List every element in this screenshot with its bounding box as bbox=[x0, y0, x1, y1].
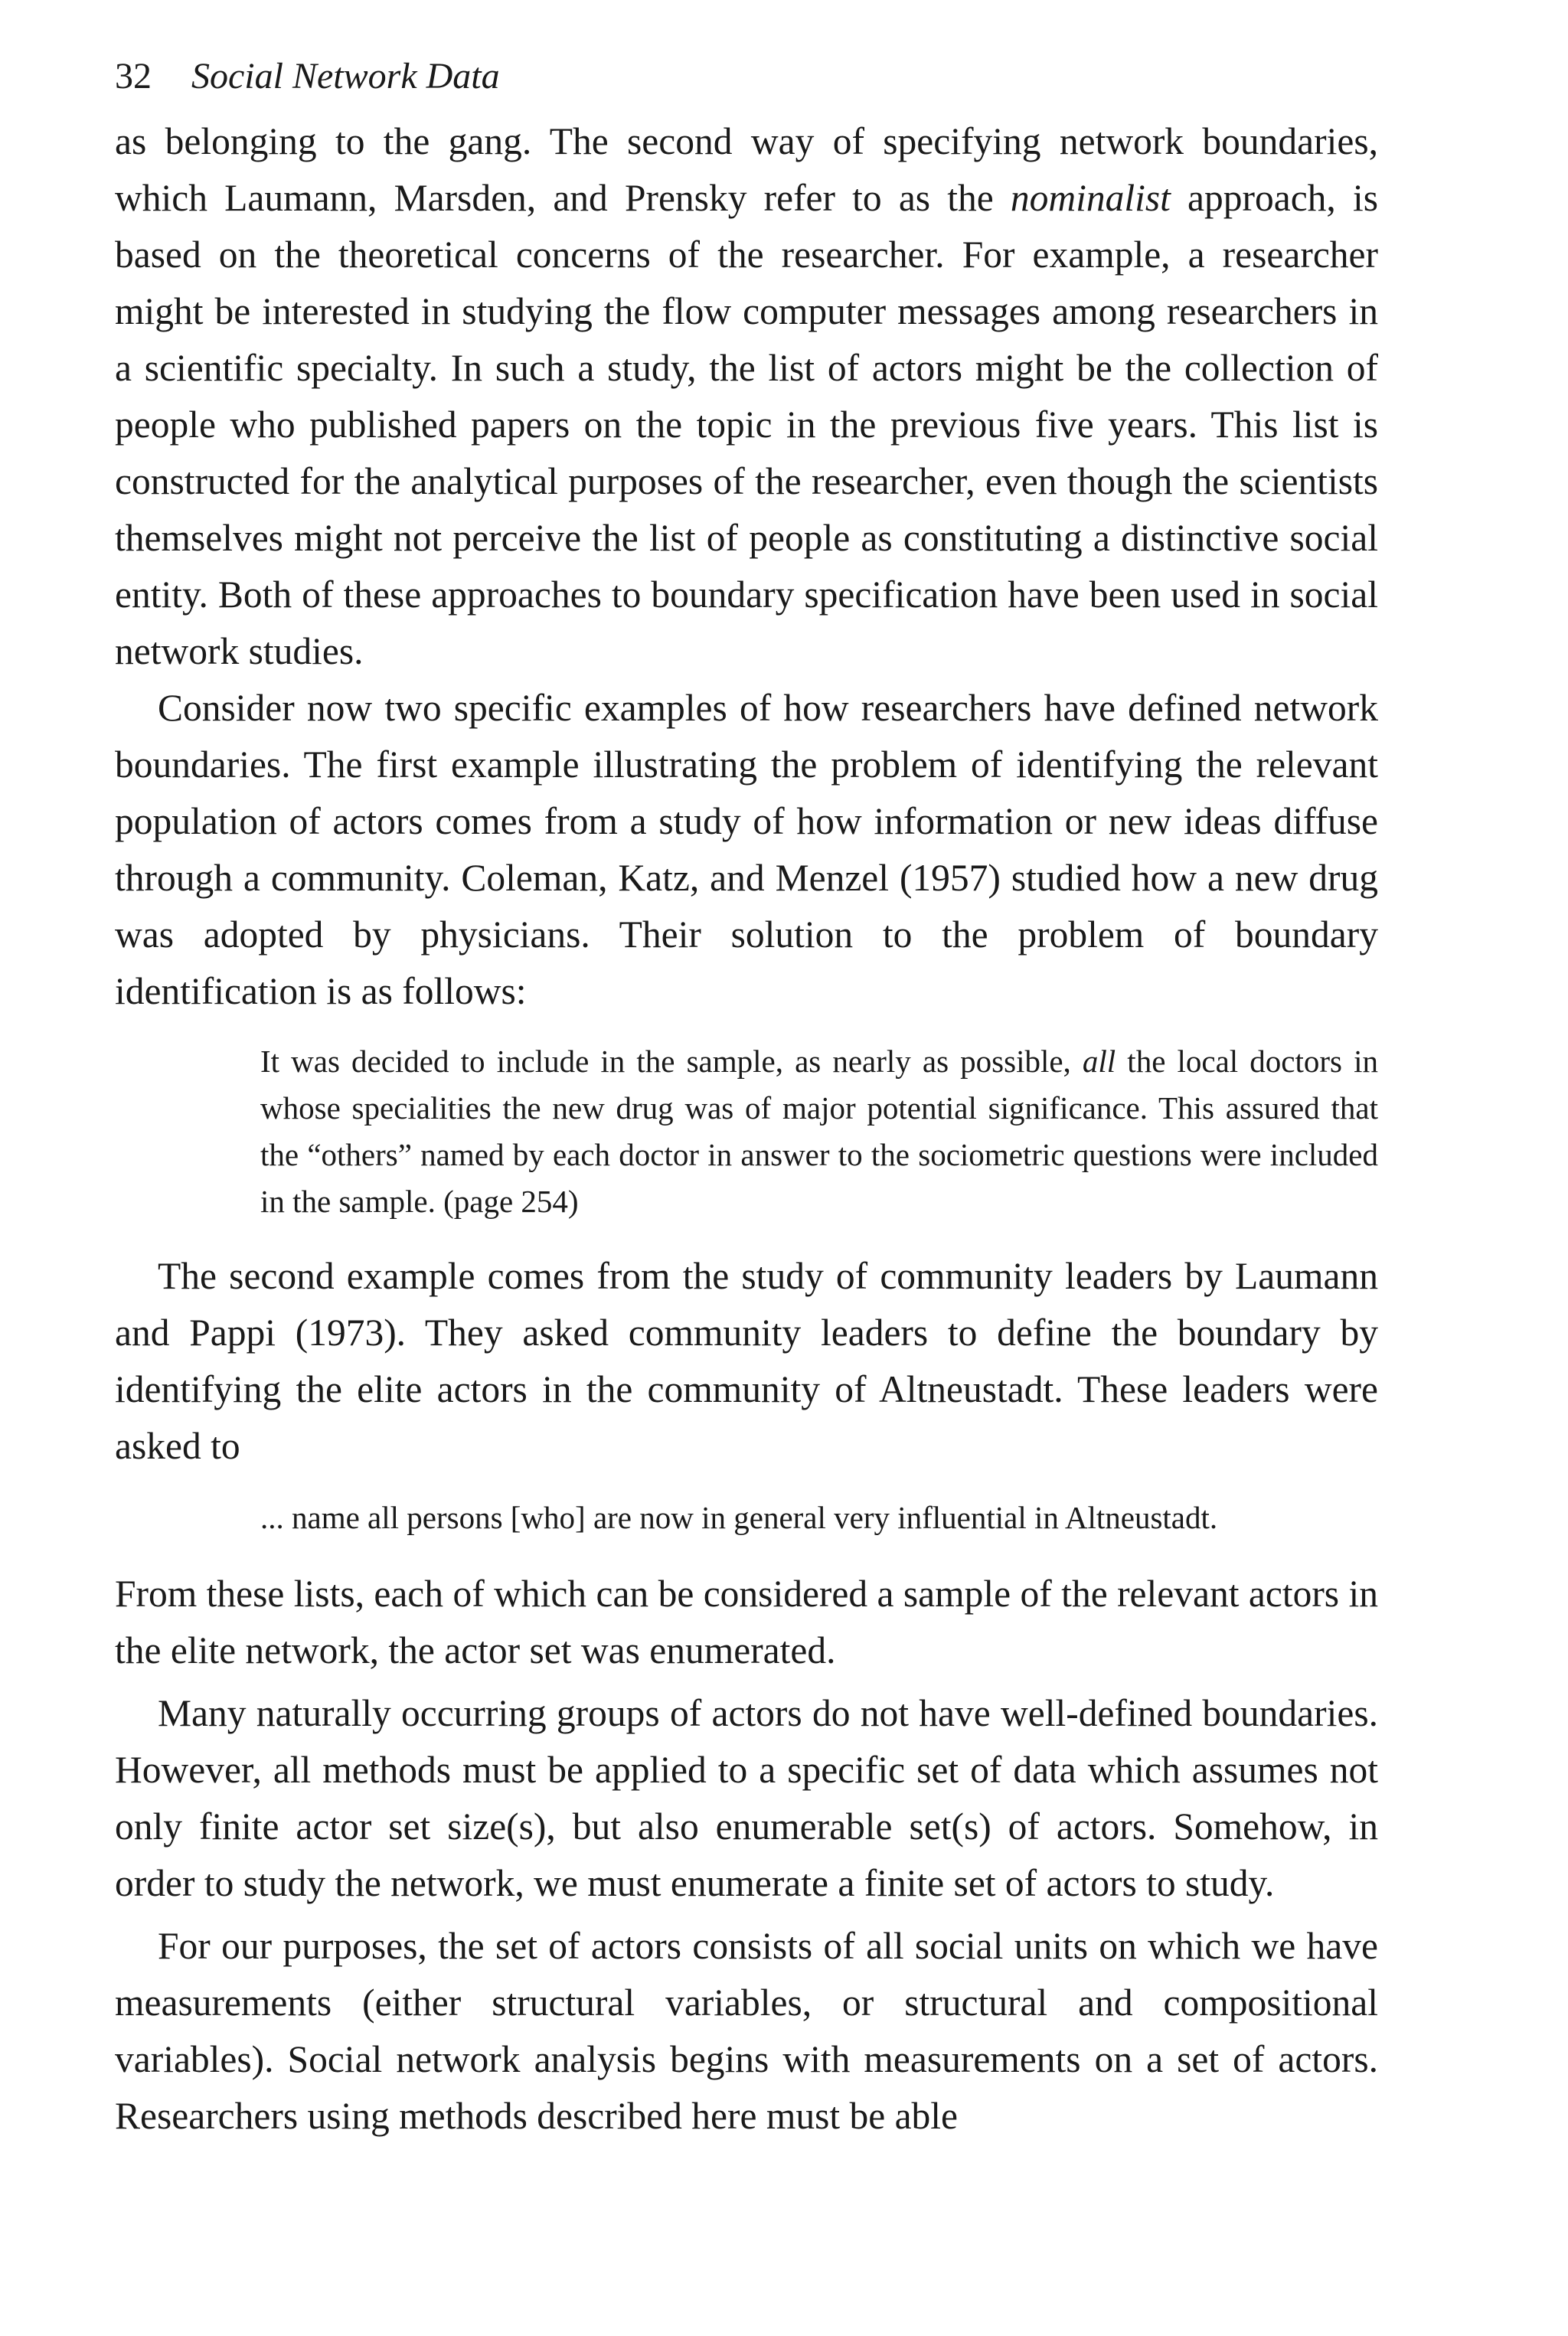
emphasis-nominalist: nominalist bbox=[1010, 177, 1171, 219]
page-number: 32 bbox=[115, 56, 152, 96]
paragraph-set-of-actors: For our purposes, the set of actors consists of all social units on which we have measurements (either structural variables, or structural and compositional variables). Social network analysis begins with measurements on a set of actors. Researchers using methods described here must be able bbox=[115, 1925, 1378, 2137]
quote-text: It was decided to include in the sample, as nearly as possible, bbox=[260, 1044, 1083, 1079]
block-quote-coleman bbox=[260, 1038, 1378, 1225]
paragraph-nominalist-approach bbox=[115, 113, 1378, 680]
book-page bbox=[115, 54, 1378, 2145]
paragraph-naturally-occurring-groups: Many naturally occurring groups of actors do not have well-defined boundaries. However, all methods must be applied to a specific set of data which assumes not only finite actor set size(s), but also enumerable set(s) of actors. Somehow, in order to study the network, we must enumerate a finite set of actors to study. bbox=[115, 1692, 1378, 1904]
paragraph-actor-set-enumerated: From these lists, each of which can be considered a sample of the relevant actors in the elite network, the actor set was enumerated. bbox=[115, 1573, 1378, 1671]
quote-text: the local doctors in whose specialities the new drug was of major potential significance. This assured that the “others” named by each doctor in answer to the sociometric questions were included in the sample. (page 254) bbox=[260, 1044, 1378, 1219]
block-quote-altneustadt: ... name all persons [who] are now in general very influential in Altneustadt. bbox=[260, 1500, 1218, 1535]
paragraph-two-examples: Consider now two specific examples of how researchers have defined network boundaries. The first example illustrating the problem of identifying the relevant population of actors comes from a study of how information or new ideas diffuse through a community. Coleman, Katz, and Menzel (1957) studied how a new drug was adopted by physicians. Their solution to the problem of boundary identification is as follows: bbox=[115, 687, 1378, 1012]
running-head bbox=[115, 54, 1378, 100]
paragraph-text: as belonging to the gang. The second way of specifying network boundaries, which Laumann, Marsden, and Prensky refer to as the bbox=[115, 120, 1378, 219]
emphasis-all: all bbox=[1082, 1044, 1116, 1079]
paragraph-second-example: The second example comes from the study of community leaders by Laumann and Pappi (1973). They asked community leaders to define the boundary by identifying the elite actors in the community of Altneustadt. These leaders were asked to bbox=[115, 1255, 1378, 1467]
paragraph-text: approach, is based on the theoretical concerns of the researcher. For example, a researcher might be interested in studying the flow computer messages among researchers in a scientific specialty. In such a study, the list of actors might be the collection of people who published papers on the topic in the previous five years. This list is constructed for the analytical purposes of the researcher, even though the scientists themselves might not perceive the list of people as constituting a distinctive social entity. Both of these approaches to boundary specification have been used in social network studies. bbox=[115, 177, 1378, 672]
book-title: Social Network Data bbox=[191, 56, 500, 96]
